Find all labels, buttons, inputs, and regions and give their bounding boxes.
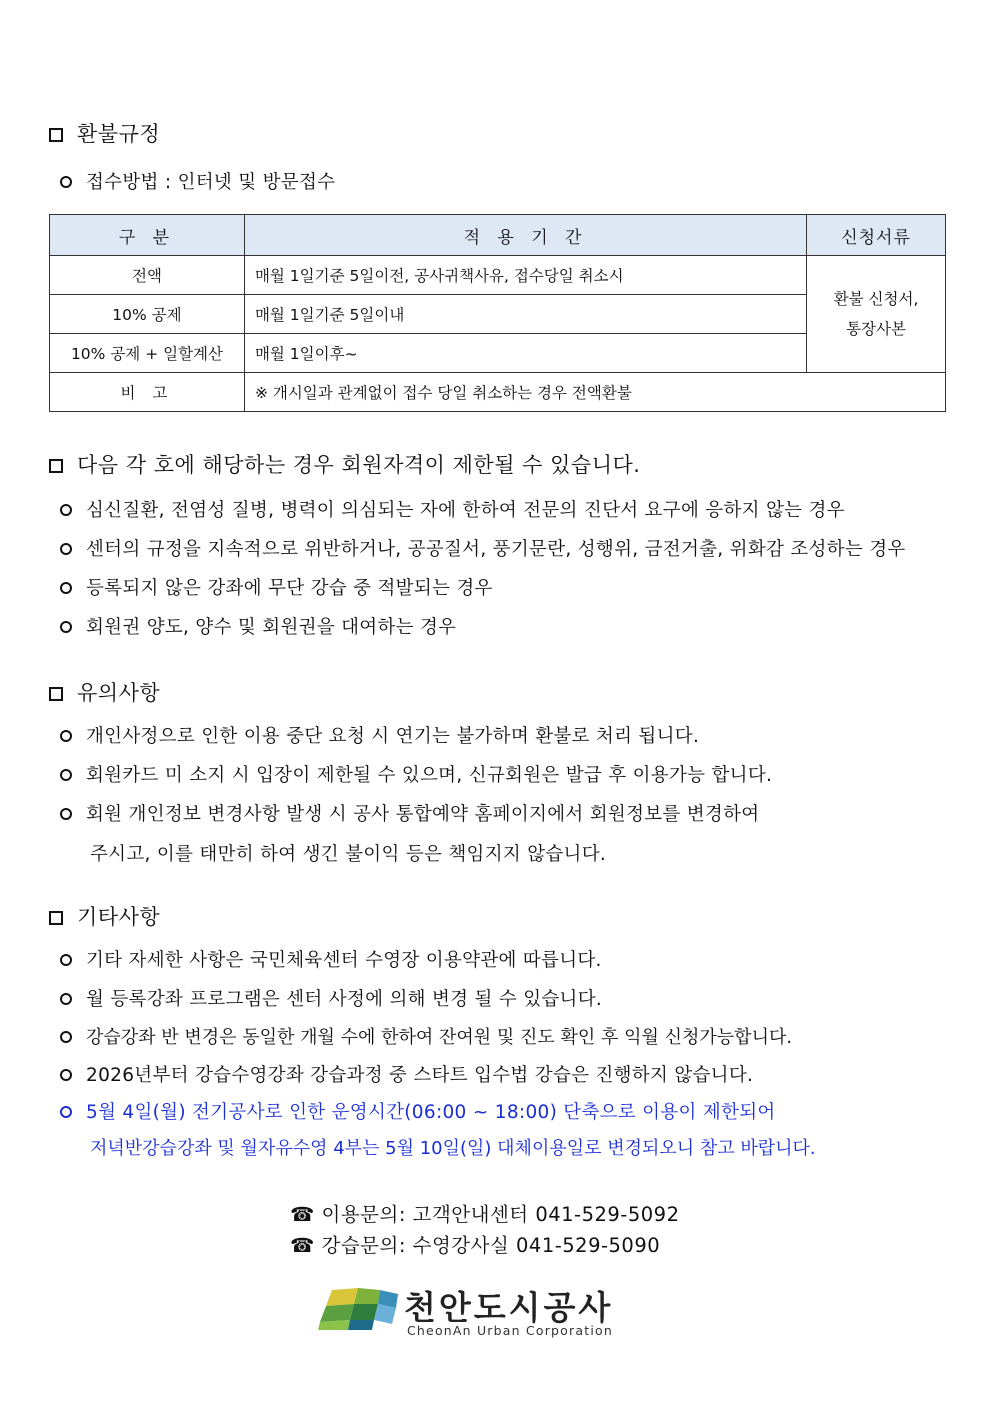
checkbox-square-icon: [49, 459, 63, 473]
circle-bullet-icon: [60, 808, 72, 820]
table-cell-category: 전액: [50, 256, 245, 295]
checkbox-square-icon: [49, 128, 63, 142]
table-header-cell: 적 용 기 간: [244, 215, 806, 256]
logo: [318, 1282, 678, 1342]
documents-line: 통장사본: [846, 320, 907, 338]
list-item: 2026년부터 강습수영강좌 강습과정 중 스타트 입수법 강습은 진행하지 않습니다.: [60, 1061, 753, 1087]
caution-section-title: 유의사항: [49, 677, 160, 707]
contact-line-2: ☎ 강습문의: 수영강사실 041-529-5090: [290, 1234, 661, 1257]
table-header-cell: 신청서류: [807, 215, 946, 256]
phone-icon: ☎: [290, 1234, 315, 1257]
table-cell-category: 10% 공제: [50, 295, 245, 334]
notice-item-continuation: 저녁반강습강좌 및 월자유수영 4부는 5월 10일(일) 대체이용일로 변경되오니 참고 바랍니다.: [90, 1138, 816, 1159]
list-item: 기타 자세한 사항은 국민체육센터 수영장 이용약관에 따릅니다.: [60, 946, 602, 972]
circle-bullet-icon: [60, 176, 72, 188]
list-item: 등록되지 않은 강좌에 무단 강습 중 적발되는 경우: [60, 574, 493, 600]
checkbox-square-icon: [49, 911, 63, 925]
circle-bullet-icon: [60, 543, 72, 555]
documents-line: 환불 신청서,: [833, 290, 919, 308]
logo-name: 천안도시공사: [404, 1288, 614, 1327]
circle-bullet-icon: [60, 582, 72, 594]
list-item: 개인사정으로 인한 이용 중단 요청 시 연기는 불가하며 환불로 처리 됩니다.: [60, 722, 699, 748]
table-cell-note: ※ 개시일과 관계없이 접수 당일 취소하는 경우 전액환불: [244, 373, 945, 412]
refund-table: [49, 214, 946, 412]
refund-section-title: 환불규정: [49, 118, 160, 148]
circle-bullet-icon: [60, 730, 72, 742]
list-item: 회원권 양도, 양수 및 회원권을 대여하는 경우: [60, 613, 456, 639]
circle-bullet-icon: [60, 621, 72, 633]
table-row: [50, 256, 946, 295]
circle-bullet-icon: [60, 954, 72, 966]
notice-item: 5월 4일(월) 전기공사로 인한 운영시간(06:00 ~ 18:00) 단축으로 이용이 제한되어: [60, 1098, 776, 1124]
refund-method: 접수방법 : 인터넷 및 방문접수: [60, 168, 335, 194]
logo-mark-icon: [318, 1286, 400, 1332]
other-section-title: 기타사항: [49, 901, 160, 931]
list-item: 강습강좌 반 변경은 동일한 개월 수에 한하여 잔여원 및 진도 확인 후 익월 신청가능합니다.: [60, 1023, 792, 1049]
phone-icon: ☎: [290, 1203, 315, 1226]
list-item: 월 등록강좌 프로그램은 센터 사정에 의해 변경 될 수 있습니다.: [60, 985, 602, 1011]
list-item: 회원카드 미 소지 시 입장이 제한될 수 있으며, 신규회원은 발급 후 이용가능 합니다.: [60, 761, 772, 787]
list-item: 센터의 규정을 지속적으로 위반하거나, 공공질서, 풍기문란, 성행위, 금전거출, 위화감 조성하는 경우: [60, 535, 906, 561]
restriction-section-title: 다음 각 호에 해당하는 경우 회원자격이 제한될 수 있습니다.: [49, 449, 640, 479]
table-cell-period: 매월 1일이후~: [244, 334, 806, 373]
circle-bullet-icon: [60, 504, 72, 516]
circle-bullet-icon: [60, 1031, 72, 1043]
table-header-row: [50, 215, 946, 256]
list-item: 회원 개인정보 변경사항 발생 시 공사 통합예약 홈페이지에서 회원정보를 변경하여: [60, 800, 759, 826]
table-cell-note-label: 비 고: [50, 373, 245, 412]
table-row: [50, 373, 946, 412]
circle-bullet-icon: [60, 993, 72, 1005]
table-cell-period: 매월 1일기준 5일이내: [244, 295, 806, 334]
table-header-cell: 구 분: [50, 215, 245, 256]
table-cell-documents: [807, 256, 946, 373]
circle-bullet-icon: [60, 1106, 72, 1118]
logo-subtitle: CheonAn Urban Corporation: [407, 1323, 613, 1338]
circle-bullet-icon: [60, 1069, 72, 1081]
list-item: 심신질환, 전염성 질병, 병력이 의심되는 자에 한하여 전문의 진단서 요구에 응하지 않는 경우: [60, 496, 845, 522]
table-cell-period: 매월 1일기준 5일이전, 공사귀책사유, 접수당일 취소시: [244, 256, 806, 295]
contact-line-1: ☎ 이용문의: 고객안내센터 041-529-5092: [290, 1203, 680, 1226]
checkbox-square-icon: [49, 687, 63, 701]
circle-bullet-icon: [60, 769, 72, 781]
list-item-continuation: 주시고, 이를 태만히 하여 생긴 불이익 등은 책임지지 않습니다.: [90, 844, 607, 865]
table-cell-category: 10% 공제 + 일할계산: [50, 334, 245, 373]
